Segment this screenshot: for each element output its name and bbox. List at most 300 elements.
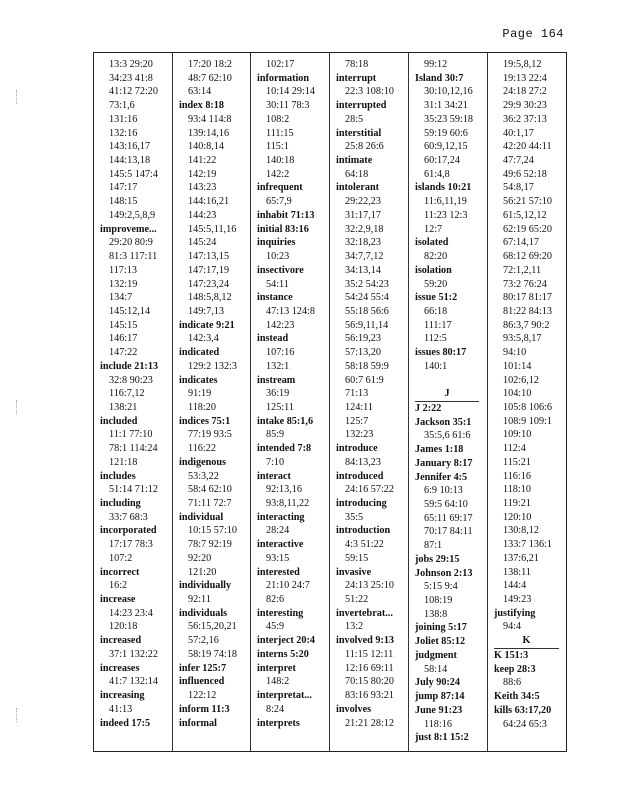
index-reference: 17:20 18:2 <box>188 59 232 70</box>
index-reference: 24:16 57:22 <box>345 484 394 496</box>
index-reference: 118:20 <box>188 401 216 413</box>
index-reference: 60:17,24 <box>424 155 460 167</box>
index-reference: 145:5,11,16 <box>188 223 237 235</box>
index-reference: 115:21 <box>503 456 531 468</box>
index-reference: 134:7 <box>109 292 133 304</box>
index-reference: 64:24 65:3 <box>503 718 547 730</box>
index-reference: 121:20 <box>188 566 217 578</box>
index-term: kills 63:17,20 <box>494 704 552 716</box>
index-reference: 132:16 <box>109 127 138 139</box>
index-term: improveme... <box>100 223 157 235</box>
index-reference: 49:6 52:18 <box>503 168 547 180</box>
index-reference: 107:2 <box>109 552 133 564</box>
index-reference: 142:19 <box>188 168 217 180</box>
index-reference: 82:6 <box>266 594 285 606</box>
index-reference: 132:19 <box>109 278 138 290</box>
index-term: invertebrat... <box>336 607 393 619</box>
index-reference: 147:23,24 <box>188 278 230 290</box>
index-reference: 48:7 62:10 <box>188 72 232 84</box>
index-reference: 21:21 28:12 <box>345 717 394 729</box>
index-reference: 25:8 26:6 <box>345 141 384 153</box>
index-reference: 81:3 117:11 <box>109 251 158 263</box>
index-reference: 14:23 23:4 <box>109 607 153 619</box>
index-reference: 73:1,6 <box>109 100 135 112</box>
index-reference: 92:11 <box>188 594 211 606</box>
index-term: isolation <box>415 264 452 276</box>
index-reference: 144:16,21 <box>188 196 230 208</box>
index-reference: 8:24 <box>266 703 285 715</box>
blank-line <box>415 374 487 388</box>
index-reference: 19:5,8,12 <box>503 59 542 70</box>
index-reference: 142:3,4 <box>188 333 219 345</box>
index-term: individual <box>179 511 224 523</box>
index-term: including <box>100 498 141 509</box>
index-reference: 11:1 77:10 <box>109 429 153 441</box>
index-term: James 1:18 <box>415 444 464 456</box>
index-reference: 147:17,19 <box>188 264 230 276</box>
index-reference: 35:2 54:23 <box>345 278 389 290</box>
index-reference: 56:19,23 <box>345 333 381 345</box>
index-term: include 21:13 <box>100 360 159 372</box>
index-reference: 145:24 <box>188 237 217 249</box>
index-reference: 35:23 59:18 <box>424 113 473 125</box>
index-reference: 115:1 <box>266 141 289 153</box>
index-reference: 125:11 <box>266 401 294 413</box>
index-term: individuals <box>179 607 228 619</box>
index-reference: 149:23 <box>503 594 532 606</box>
index-reference: 61:4,8 <box>424 168 450 180</box>
index-term: justifying <box>494 607 536 619</box>
index-term: instance <box>257 292 293 304</box>
index-reference: 71:13 <box>345 388 369 400</box>
index-reference: 108:9 109:1 <box>503 415 552 427</box>
margin-hole-mark <box>16 708 20 722</box>
index-reference: 145:5 147:4 <box>109 168 158 180</box>
index-reference: 138:11 <box>503 566 531 578</box>
index-reference: 84:13,23 <box>345 456 381 468</box>
index-term: interrupted <box>336 100 387 112</box>
index-reference: 30:11 78:3 <box>266 100 310 112</box>
index-term: increased <box>100 635 142 647</box>
index-reference: 102:6,12 <box>503 374 539 386</box>
index-term: Jackson 35:1 <box>415 416 472 428</box>
index-reference: 112:5 <box>424 333 447 345</box>
index-reference: 124:11 <box>345 401 373 413</box>
index-reference: 112:4 <box>503 443 526 455</box>
index-term: interacting <box>257 511 305 523</box>
index-reference: 142:23 <box>266 319 295 331</box>
index-reference: 45:9 <box>266 621 285 633</box>
index-term: Jennifer 4:5 <box>415 471 468 483</box>
index-reference: 37:1 132:22 <box>109 648 158 660</box>
index-reference: 59:20 <box>424 278 448 290</box>
index-reference: 11:23 12:3 <box>424 209 468 221</box>
index-term: islands 10:21 <box>415 182 472 194</box>
index-reference: 104:10 <box>503 388 532 400</box>
index-reference: 22:3 108:10 <box>345 86 394 98</box>
index-reference: 107:16 <box>266 347 295 359</box>
index-reference: 111:15 <box>266 127 294 139</box>
index-reference: 121:18 <box>109 456 138 468</box>
index-term: invasive <box>336 566 372 578</box>
index-term: increasing <box>100 690 145 702</box>
index-term: included <box>100 415 138 427</box>
index-reference: 42:20 44:11 <box>503 141 552 153</box>
index-reference: 140:18 <box>266 155 295 167</box>
index-term: intimate <box>336 155 373 167</box>
index-reference: 5:15 9:4 <box>424 581 458 593</box>
index-reference: 94:4 <box>503 621 522 633</box>
index-reference: 24:18 27:2 <box>503 86 547 98</box>
index-reference: 67:14,17 <box>503 237 539 249</box>
index-reference: 78:18 <box>345 59 369 70</box>
index-term: interpret <box>257 662 296 674</box>
index-reference: 71:11 72:7 <box>188 498 232 509</box>
index-term: interpretat... <box>257 690 312 702</box>
index-reference: 140:1 <box>424 360 448 372</box>
index-reference: 4:3 51:22 <box>345 539 384 551</box>
index-reference: 138:8 <box>424 608 448 620</box>
index-reference: 66:18 <box>424 305 448 317</box>
index-term: includes <box>100 470 136 482</box>
index-term: informal <box>179 717 217 729</box>
index-term: indicates <box>179 374 218 386</box>
index-term: inhabit 71:13 <box>257 209 315 221</box>
index-reference: 32:18,23 <box>345 237 381 249</box>
index-reference: 78:7 92:19 <box>188 539 232 551</box>
index-reference: 143:23 <box>188 182 217 194</box>
index-reference: 145:12,14 <box>109 305 151 317</box>
index-reference: 138:21 <box>109 401 138 413</box>
index-reference: 109:10 <box>503 429 532 441</box>
index-reference: 58:14 <box>424 663 448 675</box>
index-reference: 86:3,7 90:2 <box>503 319 550 331</box>
index-term: index 8:18 <box>179 100 224 112</box>
index-reference: 63:14 <box>188 86 212 98</box>
index-term: June 91:23 <box>415 704 463 716</box>
index-reference: 111:17 <box>424 319 452 331</box>
index-reference: 144:23 <box>188 209 217 221</box>
index-reference: 73:2 76:24 <box>503 278 547 290</box>
index-term: insectivore <box>257 264 304 276</box>
index-term: indicate 9:21 <box>179 319 235 331</box>
index-term: keep 28:3 <box>494 663 536 675</box>
index-reference: 12:16 69:11 <box>345 662 394 674</box>
index-term: issues 80:17 <box>415 347 467 359</box>
index-reference: 77:19 93:5 <box>188 429 232 441</box>
index-reference: 57:13,20 <box>345 347 381 359</box>
index-reference: 29:20 80:9 <box>109 237 153 249</box>
index-reference: 93:8,11,22 <box>266 498 310 509</box>
index-term: interprets <box>257 717 300 729</box>
index-reference: 87:1 <box>424 540 443 552</box>
index-reference: 31:17,17 <box>345 209 381 221</box>
index-term: intake 85:1,6 <box>257 415 314 427</box>
index-reference: 141:22 <box>188 155 217 167</box>
index-reference: 36:2 37:13 <box>503 113 547 125</box>
index-reference: 81:22 84:13 <box>503 305 552 317</box>
index-reference: 120:18 <box>109 621 138 633</box>
index-reference: 68:12 69:20 <box>503 251 552 263</box>
index-term: jump 87:14 <box>415 691 465 703</box>
index-term: indeed 17:5 <box>100 717 151 729</box>
index-term: infer 125:7 <box>179 662 227 674</box>
index-column-4 <box>330 58 408 749</box>
index-reference: 13:2 <box>345 621 364 633</box>
index-reference: 137:6,21 <box>503 552 539 564</box>
index-reference: 118:10 <box>503 484 531 496</box>
index-reference: 70:17 84:11 <box>424 526 473 538</box>
index-reference: 33:7 68:3 <box>109 511 148 523</box>
index-term: incorrect <box>100 566 140 578</box>
section-letter-label: J <box>444 388 450 400</box>
index-term: January 8:17 <box>415 457 473 469</box>
index-reference: 130:8,12 <box>503 525 539 537</box>
index-term: intended 7:8 <box>257 443 312 455</box>
index-term: interact <box>257 470 291 482</box>
index-reference: 145:15 <box>109 319 138 331</box>
index-term: involves <box>336 703 372 715</box>
index-column-5 <box>409 58 487 749</box>
index-reference: 34:13,14 <box>345 264 381 276</box>
index-term: joining 5:17 <box>415 622 467 634</box>
index-term: indigenous <box>179 456 226 468</box>
index-reference: 34:23 41:8 <box>109 72 153 84</box>
margin-hole-mark <box>16 400 20 414</box>
index-term: initial 83:16 <box>257 223 309 235</box>
index-reference: 93:5,8,17 <box>503 333 542 345</box>
index-term: July 90:24 <box>415 677 460 689</box>
index-reference: 6:9 10:13 <box>424 485 463 497</box>
index-column-2 <box>173 58 250 749</box>
index-reference: 35:5,6 61:6 <box>424 430 471 442</box>
index-term: interactive <box>257 539 304 551</box>
index-term: interns 5:20 <box>257 648 309 660</box>
index-reference: 149:7,13 <box>188 305 224 317</box>
index-reference: 82:20 <box>424 251 448 263</box>
index-reference: 62:19 65:20 <box>503 223 552 235</box>
index-reference: 101:14 <box>503 360 532 372</box>
index-reference: 21:10 24:7 <box>266 580 310 592</box>
index-reference: 118:16 <box>424 718 452 730</box>
index-reference: 147:17 <box>109 182 138 194</box>
index-reference: 147:13,15 <box>188 251 230 263</box>
index-term: instead <box>257 333 289 345</box>
index-term: information <box>257 72 310 84</box>
index-term: isolated <box>415 237 449 249</box>
index-reference: 92:20 <box>188 552 212 564</box>
index-reference: 61:5,12,12 <box>503 209 547 221</box>
index-reference: 59:5 64:10 <box>424 499 468 510</box>
index-reference: 91:19 <box>188 388 212 400</box>
index-term: infrequent <box>257 182 303 194</box>
index-term: incorporated <box>100 525 157 537</box>
index-reference: 80:17 81:17 <box>503 292 552 304</box>
index-reference: 10:14 29:14 <box>266 86 315 98</box>
index-column-3 <box>251 58 329 749</box>
index-reference: 11:15 12:11 <box>345 648 394 660</box>
index-reference: 85:9 <box>266 429 285 441</box>
index-reference: 17:17 78:3 <box>109 539 153 551</box>
index-reference: 10:23 <box>266 251 290 263</box>
index-term: introduce <box>336 443 378 455</box>
index-reference: 11:6,11,19 <box>424 196 467 208</box>
index-reference: 58:19 74:18 <box>188 648 237 660</box>
index-reference: 122:12 <box>188 690 217 702</box>
index-reference: 54:8,17 <box>503 182 534 194</box>
index-reference: 144:13,18 <box>109 155 151 167</box>
index-reference: 116:16 <box>503 470 531 482</box>
index-reference: 58:4 62:10 <box>188 484 232 496</box>
section-letter <box>494 634 559 649</box>
index-reference: 28:5 <box>345 113 364 125</box>
index-reference: 108:2 <box>266 113 290 125</box>
index-reference: 132:23 <box>345 429 374 441</box>
index-reference: 41:13 <box>109 703 133 715</box>
index-term: instream <box>257 374 296 386</box>
index-reference: 132:1 <box>266 360 290 372</box>
margin-hole-mark <box>16 90 20 104</box>
index-term: interested <box>257 566 300 578</box>
index-reference: 32:2,9,18 <box>345 223 384 235</box>
index-reference: 133:7 136:1 <box>503 539 552 551</box>
index-term: jobs 29:15 <box>415 553 460 565</box>
index-reference: 93:15 <box>266 552 290 564</box>
index-term: Island 30:7 <box>415 72 464 84</box>
index-reference: 59:19 60:6 <box>424 127 468 139</box>
index-reference: 78:1 114:24 <box>109 443 158 455</box>
index-reference: 72:1,2,11 <box>503 264 542 276</box>
index-term: J 2:22 <box>415 402 442 414</box>
index-term: involved 9:13 <box>336 635 395 647</box>
index-reference: 146:17 <box>109 333 138 345</box>
index-reference: 29:9 30:23 <box>503 100 547 112</box>
index-reference: 65:7,9 <box>266 196 292 208</box>
index-term: inquiries <box>257 237 296 249</box>
index-column-6 <box>488 58 567 749</box>
index-reference: 148:5,8,12 <box>188 292 232 304</box>
index-reference: 102:17 <box>266 59 295 70</box>
page-number: Page 164 <box>502 27 564 41</box>
index-reference: 28:24 <box>266 525 290 537</box>
index-term: interject 20:4 <box>257 635 315 647</box>
index-term: individually <box>179 580 232 592</box>
index-reference: 34:7,7,12 <box>345 251 384 263</box>
index-reference: 12:7 <box>424 223 443 235</box>
index-reference: 142:2 <box>266 168 290 180</box>
index-reference: 10:15 57:10 <box>188 525 237 537</box>
index-reference: 108:19 <box>424 595 453 607</box>
index-reference: 116:7,12 <box>109 388 145 400</box>
index-reference: 119:21 <box>503 498 531 509</box>
index-reference: 19:13 22:4 <box>503 72 547 84</box>
index-term: interesting <box>257 607 304 619</box>
index-reference: 131:16 <box>109 113 138 125</box>
section-letter <box>415 387 479 402</box>
index-reference: 70:15 80:20 <box>345 676 394 688</box>
index-reference: 47:13 124:8 <box>266 305 315 317</box>
index-reference: 143:16,17 <box>109 141 151 153</box>
index-term: introducing <box>336 498 387 509</box>
index-term: indicated <box>179 347 220 359</box>
index-term: interstitial <box>336 127 382 139</box>
index-reference: 55:18 56:6 <box>345 305 389 317</box>
index-reference: 117:13 <box>109 264 137 276</box>
index-reference: 120:10 <box>503 511 532 523</box>
index-reference: 41:12 72:20 <box>109 86 158 98</box>
index-term: interrupt <box>336 72 377 84</box>
index-reference: 56:21 57:10 <box>503 196 552 208</box>
index-reference: 147:22 <box>109 347 138 359</box>
index-reference: 116:22 <box>188 443 216 455</box>
index-reference: 149:2,5,8,9 <box>109 209 156 221</box>
index-term: judgment <box>415 649 457 661</box>
index-term: indices 75:1 <box>179 415 231 427</box>
index-reference: 54:11 <box>266 278 289 290</box>
index-reference: 139:14,16 <box>188 127 230 139</box>
index-reference: 148:15 <box>109 196 138 208</box>
index-reference: 65:11 69:17 <box>424 512 473 524</box>
index-reference: 129:2 132:3 <box>188 360 237 372</box>
index-reference: 105:8 106:6 <box>503 401 552 413</box>
index-term: Johnson 2:13 <box>415 567 473 579</box>
index-reference: 16:2 <box>109 580 128 592</box>
index-reference: 144:4 <box>503 580 527 592</box>
index-reference: 56:9,11,14 <box>345 319 389 331</box>
index-reference: 24:13 25:10 <box>345 580 394 592</box>
index-term: intolerant <box>336 182 380 194</box>
index-term: just 8:1 15:2 <box>415 732 469 744</box>
index-reference: 47:7,24 <box>503 155 534 167</box>
index-reference: 125:7 <box>345 415 369 427</box>
index-reference: 51:22 <box>345 594 369 606</box>
index-reference: 30:10,12,16 <box>424 86 473 98</box>
index-reference: 41:7 132:14 <box>109 676 158 688</box>
index-reference: 56:15,20,21 <box>188 621 237 633</box>
index-reference: 57:2,16 <box>188 635 219 647</box>
index-reference: 40:1,17 <box>503 127 534 139</box>
index-reference: 31:1 34:21 <box>424 100 468 112</box>
index-reference: 7:10 <box>266 456 285 468</box>
index-reference: 64:18 <box>345 168 369 180</box>
index-reference: 51:14 71:12 <box>109 484 158 496</box>
index-reference: 140:8,14 <box>188 141 224 153</box>
index-term: increase <box>100 594 136 606</box>
index-reference: 58:18 59:9 <box>345 360 389 372</box>
index-reference: 54:24 55:4 <box>345 292 389 304</box>
index-term: increases <box>100 662 140 674</box>
index-reference: 99:12 <box>424 59 448 70</box>
index-page-frame <box>93 52 567 752</box>
index-reference: 35:5 <box>345 511 364 523</box>
index-reference: 59:15 <box>345 552 369 564</box>
index-reference: 36:19 <box>266 388 290 400</box>
index-reference: 94:10 <box>503 347 527 359</box>
index-reference: 92:13,16 <box>266 484 302 496</box>
index-reference: 148:2 <box>266 676 290 688</box>
index-term: K 151:3 <box>494 649 529 661</box>
index-reference: 53:3,22 <box>188 470 219 482</box>
index-reference: 13:3 29:20 <box>109 59 153 70</box>
index-reference: 60:7 61:9 <box>345 374 384 386</box>
index-term: Joliet 85:12 <box>415 636 466 648</box>
index-reference: 29:22,23 <box>345 196 381 208</box>
index-term: introduced <box>336 470 384 482</box>
index-reference: 88:6 <box>503 677 522 689</box>
index-reference: 60:9,12,15 <box>424 141 468 153</box>
index-term: influenced <box>179 676 225 688</box>
index-reference: 93:4 114:8 <box>188 113 232 125</box>
